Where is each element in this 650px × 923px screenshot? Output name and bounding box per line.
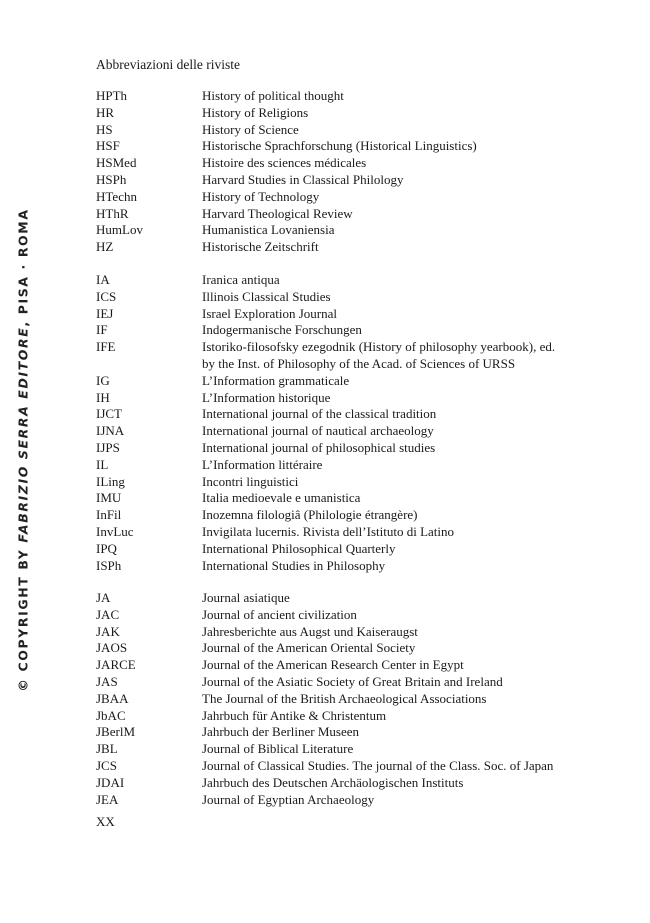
abbreviation-code: JBL <box>96 741 118 757</box>
journal-title: Historische Sprachforschung (Historical Linguistics) <box>202 138 477 154</box>
abbreviation-row <box>96 339 596 356</box>
journal-title: International Philosophical Quarterly <box>202 540 396 556</box>
abbreviation-row <box>96 289 596 306</box>
abbreviation-code: IPQ <box>96 540 117 556</box>
abbreviation-row <box>96 724 596 741</box>
abbreviation-code: JAS <box>96 673 118 689</box>
abbreviation-row <box>96 758 596 775</box>
journal-title: Illinois Classical Studies <box>202 288 331 304</box>
abbreviation-code: JARCE <box>96 657 136 673</box>
journal-title: Jahrbuch der Berliner Museen <box>202 724 360 740</box>
abbreviation-code: IJCT <box>96 406 122 422</box>
abbreviation-row <box>96 741 596 758</box>
abbreviation-row <box>96 239 596 256</box>
abbreviation-row <box>96 708 596 725</box>
abbreviation-code: HSMed <box>96 155 137 171</box>
journal-title: Jahrbuch des Deutschen Archäologischen Instituts <box>202 774 464 790</box>
abbreviation-code: HPTh <box>96 88 128 103</box>
abbreviation-code: InFil <box>96 507 122 523</box>
abbreviation-code: HTechn <box>96 188 137 204</box>
abbreviation-code: JDAI <box>96 774 125 790</box>
journal-title: International journal of nautical archaeology <box>202 423 434 439</box>
journal-title: Harvard Theological Review <box>202 205 353 221</box>
abbreviation-code: HSPh <box>96 171 127 187</box>
abbreviation-code: IF <box>96 322 108 338</box>
abbreviation-group-j <box>96 590 596 808</box>
abbreviation-row <box>96 406 596 423</box>
abbreviation-row <box>96 691 596 708</box>
journal-title: History of Science <box>202 121 299 137</box>
abbreviation-row <box>96 390 596 407</box>
abbreviation-row <box>96 507 596 524</box>
abbreviation-code: JbAC <box>96 707 126 723</box>
abbreviation-code: IA <box>96 272 110 287</box>
abbreviation-row <box>96 558 596 575</box>
abbreviation-code: JAK <box>96 623 120 639</box>
abbreviation-code: HS <box>96 121 113 137</box>
journal-title: Iranica antiqua <box>202 272 280 287</box>
abbreviation-row <box>96 541 596 558</box>
journal-title: History of political thought <box>202 88 344 103</box>
abbreviation-row <box>96 206 596 223</box>
abbreviation-row <box>96 88 596 105</box>
abbreviation-row <box>96 155 596 172</box>
journal-title: L’Information historique <box>202 389 331 405</box>
abbreviation-code: JEA <box>96 791 119 807</box>
journal-title: History of Religions <box>202 104 309 120</box>
abbreviation-row <box>96 457 596 474</box>
abbreviation-code: JAC <box>96 606 120 622</box>
abbreviation-code: JBerlM <box>96 724 135 740</box>
abbreviation-row <box>96 674 596 691</box>
abbreviation-code: IMU <box>96 490 122 506</box>
abbreviation-code: IL <box>96 456 109 472</box>
journal-title: International journal of philosophical studies <box>202 439 436 455</box>
abbreviation-code: ILing <box>96 473 125 489</box>
abbreviation-code: HThR <box>96 205 129 221</box>
abbreviation-row <box>96 524 596 541</box>
abbreviation-code: IG <box>96 372 110 388</box>
journal-title: Historische Zeitschrift <box>202 239 319 255</box>
abbreviation-code: IJPS <box>96 439 120 455</box>
abbreviation-code: IJNA <box>96 423 125 439</box>
abbreviation-row <box>96 490 596 507</box>
abbreviation-row <box>96 373 596 390</box>
page-number: XX <box>96 814 115 829</box>
abbreviation-code: HSF <box>96 138 120 154</box>
journal-title: Journal of the Asiatic Society of Great Britain and Ireland <box>202 673 503 689</box>
abbreviation-row <box>96 640 596 657</box>
journal-title: Humanistica Lovaniensia <box>202 222 335 238</box>
copyright-notice <box>16 208 31 691</box>
journal-title: Journal of Classical Studies. The journal of the Class. Soc. of Japan <box>202 757 554 773</box>
journal-title: L’Information grammaticale <box>202 372 350 388</box>
journal-title: Histoire des sciences médicales <box>202 155 367 171</box>
abbreviation-row <box>96 172 596 189</box>
abbreviation-row <box>96 624 596 641</box>
abbreviation-row <box>96 306 596 323</box>
abbreviation-row <box>96 272 596 289</box>
abbreviation-row <box>96 590 596 607</box>
journal-title: Journal asiatique <box>202 590 290 605</box>
abbreviation-row <box>96 657 596 674</box>
journal-title: Harvard Studies in Classical Philology <box>202 171 404 187</box>
abbreviation-row <box>96 423 596 440</box>
journal-title: L’Information littéraire <box>202 456 323 472</box>
abbreviation-row <box>96 474 596 491</box>
journal-title: Journal of the American Research Center in Egypt <box>202 657 464 673</box>
copyright-prefix: © COPYRIGHT BY <box>15 542 31 692</box>
abbreviation-code: HR <box>96 104 115 120</box>
journal-title: Invigilata lucernis. Rivista dell’Istituto di Latino <box>202 523 455 539</box>
journal-title: International journal of the classical tradition <box>202 406 437 422</box>
journal-title: Italia medioevale e umanistica <box>202 490 361 506</box>
journal-title: Journal of the American Oriental Society <box>202 640 416 656</box>
abbreviation-row <box>96 105 596 122</box>
abbreviation-row <box>96 775 596 792</box>
abbreviation-code: HumLov <box>96 222 143 238</box>
abbreviation-row <box>96 322 596 339</box>
abbreviation-code: JBAA <box>96 690 129 706</box>
abbreviation-code <box>96 356 202 373</box>
journal-title: Israel Exploration Journal <box>202 305 338 321</box>
journal-title: Jahrbuch für Antike & Christentum <box>202 707 387 723</box>
abbreviation-row <box>96 122 596 139</box>
journal-title: International Studies in Philosophy <box>202 557 386 573</box>
abbreviation-row <box>96 189 596 206</box>
journal-title: by the Inst. of Philosophy of the Acad. of Sciences of URSS <box>202 355 516 371</box>
abbreviation-row <box>96 356 596 373</box>
page-title: Abbreviazioni delle riviste <box>96 57 240 72</box>
publisher-name: FABRIZIO SERRA EDITORE <box>15 326 31 543</box>
journal-title: Journal of ancient civilization <box>202 606 357 622</box>
abbreviation-code: IEJ <box>96 305 114 321</box>
abbreviation-code: ISPh <box>96 557 122 573</box>
abbreviation-group-h <box>96 88 596 256</box>
abbreviation-code: JA <box>96 590 111 605</box>
abbreviation-row <box>96 607 596 624</box>
journal-title: Istoriko-filosofsky ezegodnik (History of philosophy yearbook), ed. <box>202 339 556 355</box>
journal-title: Indogermanische Forschungen <box>202 322 362 338</box>
abbreviation-code: JCS <box>96 757 117 773</box>
journal-title: Jahresberichte aus Augst und Kaiseraugst <box>202 623 418 639</box>
abbreviation-group-i <box>96 272 596 574</box>
abbreviation-row <box>96 440 596 457</box>
journal-title: Inozemna filologiâ (Philologie étrangère) <box>202 507 418 523</box>
journal-title: Journal of Egyptian Archaeology <box>202 791 375 807</box>
abbreviation-code: JAOS <box>96 640 128 656</box>
journal-title: History of Technology <box>202 188 320 204</box>
abbreviation-row <box>96 138 596 155</box>
copyright-suffix: , PISA · ROMA <box>15 208 31 327</box>
journal-title: The Journal of the British Archaeological Associations <box>202 690 487 706</box>
abbreviation-row <box>96 792 596 809</box>
abbreviation-code: InvLuc <box>96 523 134 539</box>
abbreviation-code: ICS <box>96 288 117 304</box>
abbreviation-code: IFE <box>96 339 116 355</box>
journal-title: Journal of Biblical Literature <box>202 741 354 757</box>
abbreviation-code: HZ <box>96 239 114 255</box>
journal-title: Incontri linguistici <box>202 473 299 489</box>
abbreviation-row <box>96 222 596 239</box>
abbreviation-code: IH <box>96 389 110 405</box>
